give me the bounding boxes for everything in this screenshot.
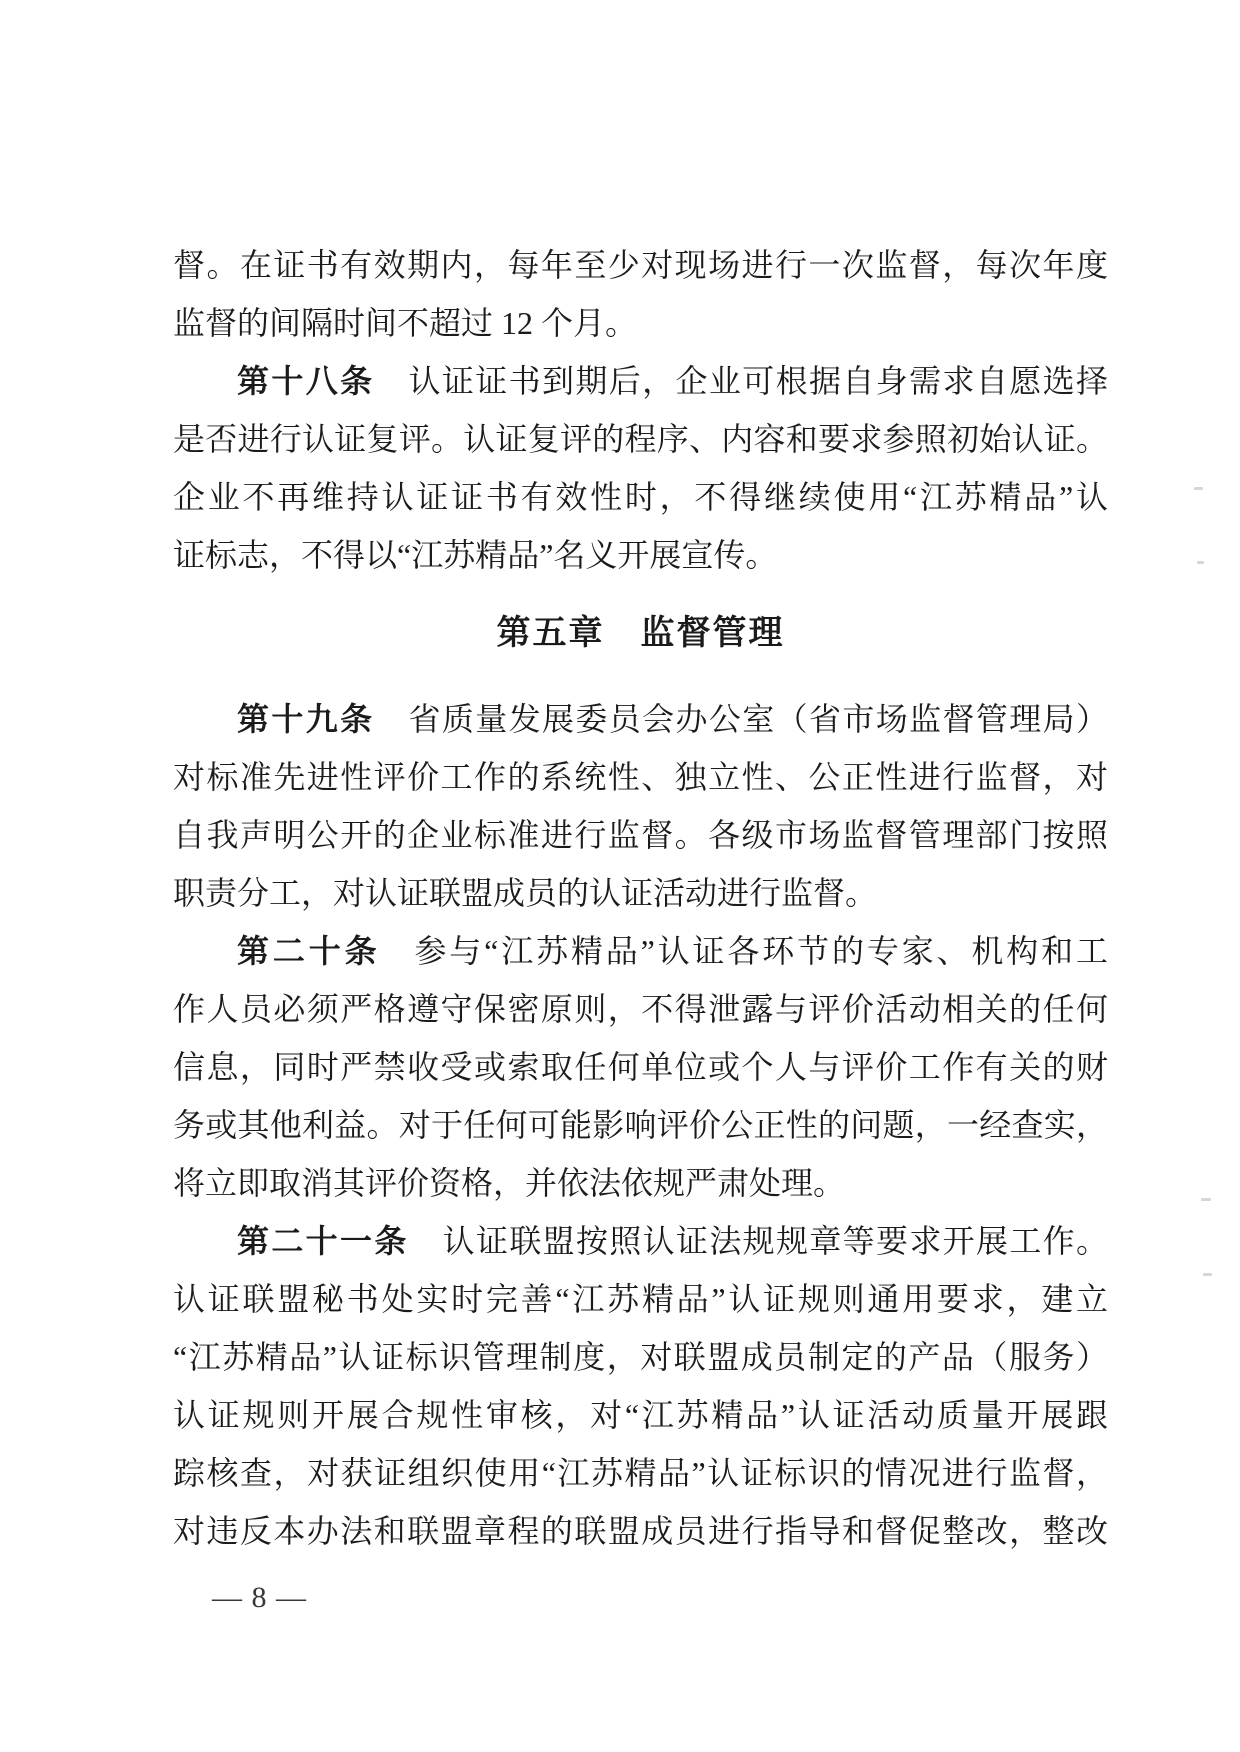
scan-artifact	[1197, 561, 1204, 564]
page-number: — 8 —	[212, 1581, 306, 1614]
scan-artifact	[1201, 1198, 1211, 1201]
text-line	[173, 1096, 1108, 1154]
line-text: 参与“江苏精品”认证各环节的专家、机构和工	[414, 933, 1108, 969]
line-text: 信息，同时严禁收受或索取任何单位或个人与评价工作有关的财	[173, 1049, 1108, 1085]
text-line	[173, 468, 1108, 526]
line-text: 踪核查，对获证组织使用“江苏精品”认证标识的情况进行监督，	[173, 1455, 1108, 1491]
text-line	[173, 1444, 1108, 1502]
text-line	[173, 1270, 1108, 1328]
line-text: 是否进行认证复评。认证复评的程序、内容和要求参照初始认证。	[173, 421, 1108, 457]
line-text: 自我声明公开的企业标准进行监督。各级市场监督管理部门按照	[173, 817, 1108, 853]
text-line	[173, 980, 1108, 1038]
article-number: 第二十一条	[237, 1223, 409, 1259]
line-text: 证标志，不得以“江苏精品”名义开展宣传。	[173, 537, 778, 573]
text-line	[173, 1386, 1108, 1444]
line-text: 认证规则开展合规性审核，对“江苏精品”认证活动质量开展跟	[173, 1397, 1108, 1433]
line-text: 企业不再维持认证证书有效性时，不得继续使用“江苏精品”认	[173, 479, 1108, 515]
text-line	[173, 1038, 1108, 1096]
line-text: 认证联盟按照认证法规规章等要求开展工作。	[442, 1223, 1108, 1259]
text-line	[173, 236, 1108, 294]
text-line	[173, 864, 1108, 922]
text-line	[173, 1502, 1108, 1560]
text-line	[173, 1212, 1108, 1270]
article-number: 第十八条	[237, 363, 375, 399]
line-text: 职责分工，对认证联盟成员的认证活动进行监督。	[173, 875, 878, 911]
line-text: 将立即取消其评价资格，并依法依规严肃处理。	[173, 1165, 846, 1201]
document-body	[173, 236, 1108, 1560]
text-line	[173, 526, 1108, 584]
text-line	[173, 410, 1108, 468]
text-line	[173, 922, 1108, 980]
chapter-heading-text: 第五章 监督管理	[496, 614, 785, 652]
line-text: “江苏精品”认证标识管理制度，对联盟成员制定的产品（服务）	[173, 1339, 1108, 1375]
text-line	[173, 1154, 1108, 1212]
line-text: 作人员必须严格遵守保密原则，不得泄露与评价活动相关的任何	[173, 991, 1108, 1027]
line-text: 督。在证书有效期内，每年至少对现场进行一次监督，每次年度	[173, 247, 1108, 283]
text-line	[173, 1328, 1108, 1386]
text-line	[173, 690, 1108, 748]
text-line	[173, 748, 1108, 806]
line-text: 认证证书到期后，企业可根据自身需求自愿选择	[408, 363, 1108, 399]
scan-artifact	[1194, 487, 1203, 490]
text-line	[173, 294, 1108, 352]
article-number: 第十九条	[237, 701, 375, 737]
line-text: 对标准先进性评价工作的系统性、独立性、公正性进行监督，对	[173, 759, 1108, 795]
line-text: 对违反本办法和联盟章程的联盟成员进行指导和督促整改，整改	[173, 1513, 1108, 1549]
text-line	[173, 806, 1108, 864]
line-text: 认证联盟秘书处实时完善“江苏精品”认证规则通用要求，建立	[173, 1281, 1108, 1317]
article-number: 第二十条	[237, 933, 381, 969]
text-line	[173, 352, 1108, 410]
line-text: 监督的间隔时间不超过 12 个月。	[173, 305, 638, 341]
scan-artifact	[1203, 1273, 1212, 1276]
page-footer	[212, 1570, 306, 1626]
line-text: 务或其他利益。对于任何可能影响评价公正性的问题，一经查实，	[173, 1107, 1108, 1143]
chapter-heading	[173, 604, 1108, 662]
line-text: 省质量发展委员会办公室（省市场监督管理局）	[408, 701, 1108, 737]
